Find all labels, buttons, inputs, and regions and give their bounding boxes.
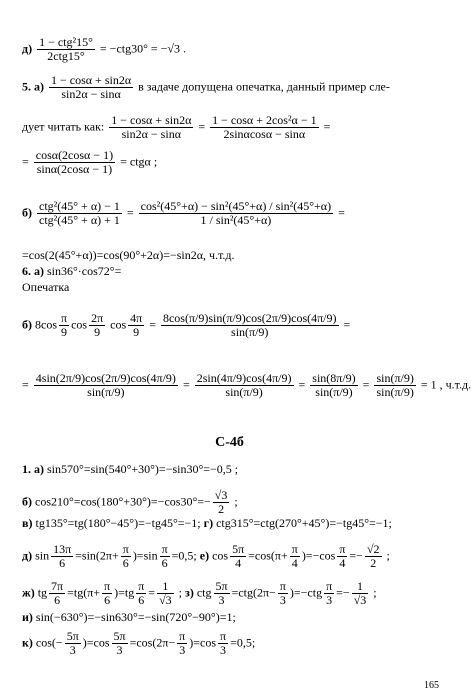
numerator: 4sin(2π/9)cos(2π/9)cos(4π/9) [35, 371, 176, 385]
expression-text: = 1 , ч.т.д. [417, 377, 471, 392]
formula-line-p6a2 [22, 280, 69, 294]
expression-text: в задаче допущена опечатка, данный пример сле- [135, 79, 390, 94]
fraction [34, 149, 115, 176]
expression-text: =0,5; [230, 635, 256, 650]
expression-text: ; [383, 548, 390, 563]
fraction [89, 312, 105, 339]
fraction [230, 543, 246, 570]
numerator: sin(8π/9) [312, 371, 356, 385]
denominator: 1 / sin²(45°+α) [200, 213, 272, 227]
item-label: 6. а) [22, 264, 47, 278]
expression-text: =cos(π+ [248, 548, 288, 563]
formula-line-c1a [22, 462, 238, 476]
fraction [210, 114, 318, 141]
item-label: д) [22, 548, 36, 563]
item-label: г) [203, 516, 217, 530]
denominator: 6 [161, 556, 168, 570]
formula-line-p6b [22, 312, 350, 339]
numerator: 1 − cosα + 2cos²α − 1 [212, 113, 317, 127]
expression-text: sin(−630°)=−sin630°=−sin(720°−90°)=1; [35, 610, 236, 624]
fraction [195, 372, 294, 399]
expression-text: =cos(2(45°+α))=cos(90°+2α)=−sin2α, ч.т.д. [22, 248, 235, 262]
expression-text: =tg(π+ [67, 585, 101, 600]
denominator: 2 [370, 556, 377, 570]
expression-text: = [195, 119, 209, 134]
expression-text: = [320, 119, 331, 134]
denominator: sin(π/9) [225, 385, 263, 399]
expression-text: ; [231, 494, 238, 509]
item-label: з) [185, 585, 197, 600]
numerator: 2π [91, 311, 104, 325]
fraction [136, 580, 146, 607]
fraction [374, 372, 415, 399]
expression-text: =ctg(2π− [231, 585, 276, 600]
numerator: 5π [215, 579, 228, 593]
numerator: π [122, 542, 129, 556]
numerator: π [326, 579, 333, 593]
expression-text: =− [336, 585, 350, 600]
denominator: 4 [291, 556, 298, 570]
fraction [160, 543, 170, 570]
numerator: 7π [51, 579, 64, 593]
denominator: 6 [59, 556, 66, 570]
fraction [352, 580, 369, 607]
page-number: 165 [424, 680, 439, 691]
numerator: 5π [66, 629, 79, 643]
fraction [177, 630, 187, 657]
numerator: 1 − cosα + sin2α [111, 113, 192, 127]
expression-text: = [22, 377, 32, 392]
item-label: к) [22, 635, 36, 650]
denominator: 6 [122, 556, 129, 570]
item-label: б) [22, 494, 35, 509]
denominator: 3 [179, 643, 186, 657]
expression-text: cos [212, 548, 229, 563]
fraction [324, 580, 334, 607]
formula-line-c1k [22, 630, 255, 657]
fraction [65, 630, 81, 657]
denominator: sin(π/9) [376, 385, 414, 399]
fraction [49, 580, 65, 607]
expression-text: cos [107, 317, 127, 332]
denominator: 6 [138, 593, 145, 607]
fraction [37, 200, 122, 227]
numerator: cosα(2cosα − 1) [35, 148, 114, 162]
formula-line-p6a [22, 264, 121, 278]
numerator: π [220, 629, 227, 643]
denominator: 3 [326, 593, 333, 607]
denominator: 2ctg15° [47, 49, 85, 63]
numerator: 1 [352, 580, 369, 594]
denominator: 3 [279, 593, 286, 607]
expression-text: )=−ctg [289, 585, 323, 600]
expression-text: ; [370, 585, 377, 600]
expression-text: )=−cos [301, 548, 336, 563]
denominator: 3 [218, 593, 225, 607]
expression-text: sin570°=sin(540°+30°)=−sin30°=−0,5 ; [47, 462, 239, 476]
fraction [161, 312, 339, 339]
denominator: 3 [116, 643, 123, 657]
numerator: ctg²(45° + α) − 1 [39, 199, 120, 213]
item-label: 5. а) [22, 79, 47, 94]
item-label: в) [22, 516, 36, 530]
numerator: 13π [53, 542, 72, 556]
denominator: sinα(2cosα − 1) [36, 162, 113, 176]
denominator: 2sinαcosα − sinα [223, 127, 306, 141]
denominator: sin(π/9) [87, 385, 125, 399]
denominator: 9 [61, 325, 68, 339]
fraction [214, 580, 230, 607]
expression-text: sin [35, 548, 50, 563]
fraction [109, 114, 193, 141]
denominator: sin2α − sinα [61, 87, 121, 101]
formula-line-c1b [22, 489, 238, 516]
expression-text: =0,5; [171, 548, 200, 563]
denominator: 3 [69, 643, 76, 657]
formula-line-p6b2 [22, 372, 471, 399]
denominator: 9 [133, 325, 140, 339]
formula-line-p5a2 [22, 114, 330, 141]
numerator: 1 − cosα + sin2α [51, 73, 132, 87]
denominator: √3 [353, 593, 367, 607]
fraction [310, 372, 357, 399]
fraction [157, 580, 174, 607]
numerator: π [104, 579, 111, 593]
numerator: 1 − ctg²15° [39, 35, 93, 49]
expression-text: = −ctg30° = −√3 . [96, 41, 187, 56]
fraction [37, 36, 95, 63]
item-label: б) [22, 205, 35, 220]
numerator: sin(π/9) [376, 371, 414, 385]
section-title: С-4б [215, 435, 244, 450]
item-label: ж) [22, 585, 38, 600]
numerator: 4π [130, 311, 143, 325]
denominator: 6 [54, 593, 61, 607]
numerator: π [339, 542, 346, 556]
denominator: 4 [235, 556, 242, 570]
formula-line-c1v [22, 516, 392, 530]
formula-line-d_top [22, 36, 186, 63]
expression-text: tg [37, 585, 48, 600]
expression-text: Опечатка [22, 280, 70, 294]
fraction [49, 74, 133, 101]
expression-text: =sin(2π+ [75, 548, 119, 563]
numerator: π [138, 579, 145, 593]
expression-text: = ctgα ; [117, 154, 158, 169]
fraction [128, 312, 144, 339]
expression-text: = [146, 317, 159, 332]
fraction [121, 543, 131, 570]
numerator: π [279, 579, 286, 593]
expression-text: cos(− [35, 635, 63, 650]
expression-text: = [335, 205, 345, 220]
formula-line-c1zh [22, 580, 377, 607]
denominator: 2 [218, 502, 225, 516]
formula-line-p5a3 [22, 149, 157, 176]
expression-text: ; [175, 585, 185, 600]
formula-line-p5b2 [22, 248, 235, 262]
fraction [102, 580, 112, 607]
formula-line-c1d [22, 543, 390, 570]
expression-text: = [340, 317, 351, 332]
item-label: 1. а) [22, 462, 47, 476]
expression-text: cos210°=cos(180°+30°)=−cos30°=− [35, 494, 211, 509]
expression-text: = [359, 377, 373, 392]
numerator: √3 [214, 488, 228, 502]
fraction [213, 489, 230, 516]
fraction [337, 543, 347, 570]
fraction [139, 200, 333, 227]
denominator: √3 [159, 593, 172, 607]
expression-text: )=cos [189, 635, 216, 650]
expression-text: = [22, 154, 32, 169]
formula-line-p5a [22, 74, 390, 101]
numerator: 8cos(π/9)sin(π/9)cos(2π/9)cos(4π/9) [162, 311, 337, 325]
numerator: cos²(45°+α) − sin²(45°+α) / sin²(45°+α) [140, 199, 332, 213]
denominator: sin2α − sinα [121, 127, 181, 141]
expression-text: дует читать как: [22, 119, 108, 134]
denominator: 9 [94, 325, 101, 339]
numerator: π [291, 542, 298, 556]
expression-text: cos [71, 317, 88, 332]
formula-line-c1i [22, 610, 236, 624]
fraction [34, 372, 178, 399]
expression-text: =− [349, 548, 363, 563]
denominator: 4 [339, 556, 346, 570]
numerator: 2sin(4π/9)cos(4π/9) [196, 371, 292, 385]
expression-text: =cos(2π− [129, 635, 176, 650]
denominator: ctg²(45° + α) + 1 [39, 213, 120, 227]
item-label: е) [199, 548, 213, 563]
fraction [59, 312, 69, 339]
expression-text: = [179, 377, 193, 392]
expression-text: )=sin [132, 548, 158, 563]
expression-text: = [123, 205, 137, 220]
fraction [218, 630, 228, 657]
denominator: sin(π/9) [315, 385, 353, 399]
item-label: б) [22, 317, 35, 332]
fraction [278, 580, 288, 607]
expression-text: ctg [196, 585, 212, 600]
fraction [365, 543, 382, 570]
expression-text: 8cos [35, 317, 57, 332]
fraction [290, 543, 300, 570]
numerator: 5π [113, 629, 126, 643]
expression-text: sin36°·cos72°= [47, 264, 122, 278]
denominator: 6 [104, 593, 111, 607]
expression-text: )=cos [82, 635, 110, 650]
numerator: 1 [157, 580, 174, 594]
expression-text: )=tg [114, 585, 135, 600]
numerator: √2 [366, 542, 380, 556]
denominator: 3 [220, 643, 227, 657]
numerator: 5π [232, 542, 245, 556]
expression-text: tg135°=tg(180°−45°)=−tg45°=−1; [35, 516, 204, 530]
numerator: π [161, 542, 168, 556]
item-label: д) [22, 41, 36, 56]
item-label: и) [22, 610, 36, 624]
expression-text: = [295, 377, 309, 392]
numerator: π [61, 311, 68, 325]
numerator: π [179, 629, 186, 643]
fraction [112, 630, 128, 657]
denominator: sin(π/9) [231, 325, 269, 339]
formula-line-p5b [22, 200, 345, 227]
fraction [51, 543, 73, 570]
expression-text: ctg315°=ctg(270°+45°)=−tg45°=−1; [216, 516, 392, 530]
expression-text: = [148, 585, 156, 600]
